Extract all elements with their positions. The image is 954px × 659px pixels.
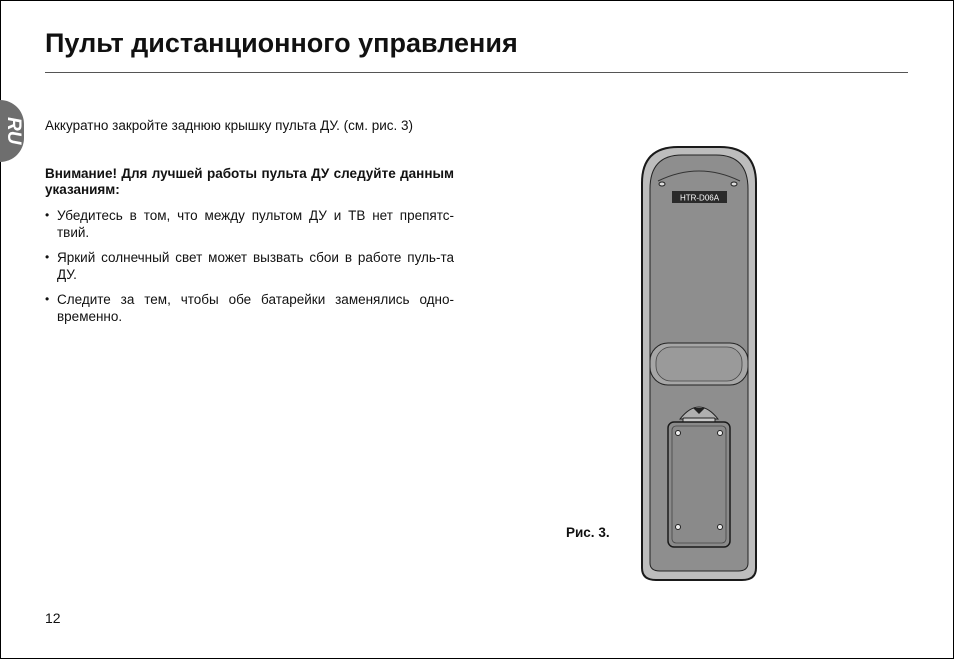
grip-inner: [656, 347, 742, 381]
cover-screw: [718, 525, 723, 530]
language-tab-label: RU: [3, 117, 24, 145]
cover-screw: [676, 525, 681, 530]
tips-list: [45, 207, 454, 333]
cover-screw: [718, 431, 723, 436]
title-rule: [45, 72, 908, 73]
model-label: HTR-D06A: [679, 193, 720, 203]
list-item: • Яркий солнечный свет может вызвать сбои в работе пуль-та ДУ.: [45, 249, 454, 283]
remote-control-back-illustration: [638, 143, 760, 584]
page-title: Пульт дистанционного управления: [45, 28, 518, 58]
list-item: • Следите за тем, чтобы обе батарейки заменялись одно-временно.: [45, 291, 454, 325]
top-screw-right: [731, 182, 737, 186]
cover-screw: [676, 431, 681, 436]
intro-paragraph: Аккуратно закройте заднюю крышку пульта ДУ. (см. рис. 3): [45, 118, 413, 133]
top-screw-left: [659, 182, 665, 186]
figure-caption: Рис. 3.: [566, 525, 610, 540]
warning-heading: Внимание! Для лучшей работы пульта ДУ следуйте данным указаниям:: [45, 166, 454, 197]
list-item: • Убедитесь в том, что между пультом ДУ и ТВ нет препятс-твий.: [45, 207, 454, 241]
page-number: 12: [45, 610, 61, 626]
